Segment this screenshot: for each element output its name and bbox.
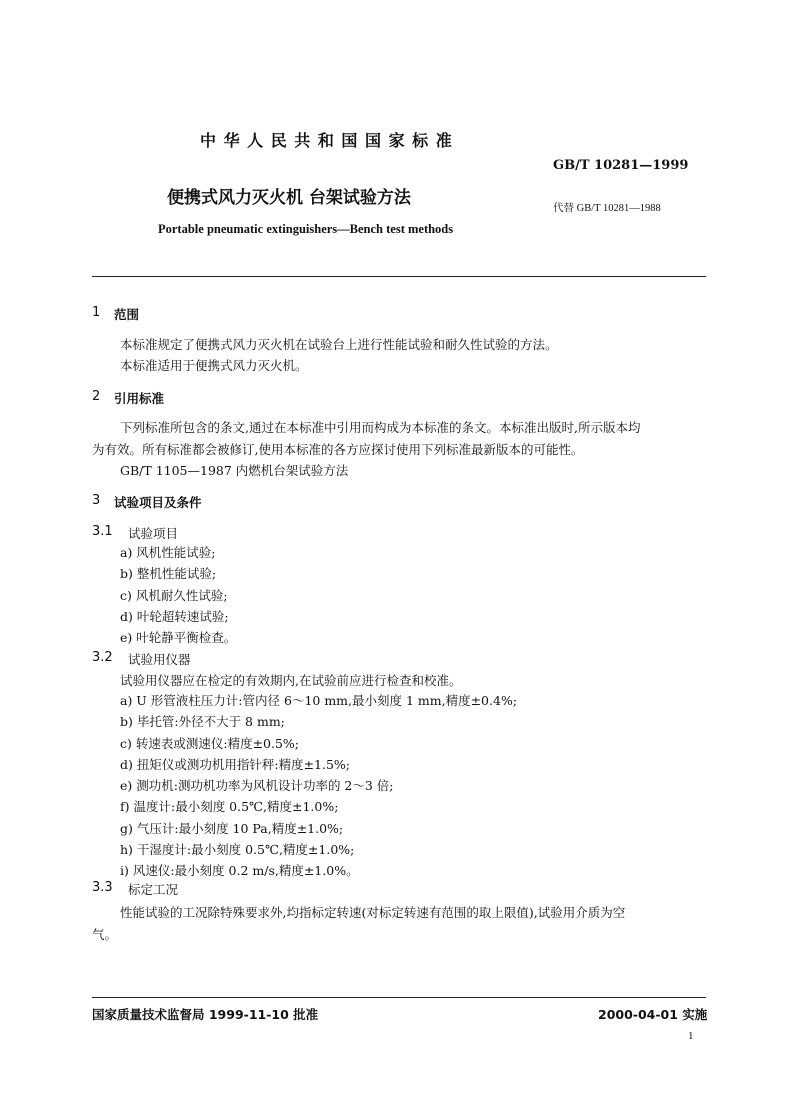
list-item: a) U 形管液柱压力计:管内径 6～10 mm,最小刻度 1 mm,精度±0.4%; — [120, 693, 518, 708]
section-heading: 引用标准 — [114, 391, 165, 406]
paragraph: 性能试验的工况除特殊要求外,均指标定转速(对标定转速有范围的取上限值),试验用介质为空 — [120, 905, 626, 920]
document-title: 便携式风力灭火机 台架试验方法 — [167, 188, 411, 208]
section-number: 2 — [92, 389, 101, 404]
list-item: h) 干湿度计:最小刻度 0.5℃,精度±1.0%; — [120, 842, 355, 858]
paragraph: 本标准适用于便携式风力灭火机。 — [120, 358, 308, 373]
list-item: c) 风机耐久性试验; — [120, 587, 228, 603]
implementation-date: 2000-04-01 实施 — [598, 1007, 708, 1022]
subsection-number: 3.2 — [92, 650, 113, 665]
list-item: i) 风速仪:最小刻度 0.2 m/s,精度±1.0%。 — [120, 863, 359, 879]
list-item: a) 风机性能试验; — [120, 545, 216, 560]
list-item: b) 毕托管:外径不大于 8 mm; — [120, 714, 285, 730]
english-title: Portable pneumatic extinguishers—Bench test methods — [158, 222, 454, 236]
section-number: 1 — [92, 305, 101, 320]
test-items-list — [120, 542, 236, 648]
country-standard-title: 中 华 人 民 共 和 国 国 家 标 准 — [200, 131, 453, 150]
list-item: e) 叶轮静平衡检查。 — [120, 630, 237, 646]
subsection-heading: 试验用仪器 — [128, 652, 191, 667]
subsection-number: 3.3 — [92, 880, 113, 895]
replaces-standard: 代替 GB/T 10281—1988 — [553, 203, 661, 214]
section-heading: 范围 — [114, 307, 140, 322]
page-number: 1 — [688, 1030, 694, 1042]
list-item: f) 温度计:最小刻度 0.5℃,精度±1.0%; — [120, 799, 339, 815]
subsection-heading: 试验项目 — [128, 526, 179, 541]
list-item: d) 扭矩仪或测功机用指针秤:精度±1.5%; — [120, 756, 351, 772]
header-divider — [92, 276, 706, 277]
list-item: b) 整机性能试验; — [120, 566, 217, 582]
paragraph: 本标准规定了便携式风力灭火机在试验台上进行性能试验和耐久性试验的方法。 — [120, 337, 558, 352]
footer-divider — [92, 997, 706, 998]
standard-number: GB/T 10281—1999 — [553, 158, 689, 173]
list-item: g) 气压计:最小刻度 10 Pa,精度±1.0%; — [120, 820, 344, 836]
subsection-number: 3.1 — [92, 524, 113, 539]
section-heading: 试验项目及条件 — [114, 495, 202, 510]
approval-line: 国家质量技术监督局 1999-11-10 批准 — [92, 1007, 319, 1022]
list-item: c) 转速表或测速仪:精度±0.5%; — [120, 735, 300, 751]
paragraph: 气。 — [92, 927, 118, 942]
paragraph: 下列标准所包含的条文,通过在本标准中引用而构成为本标准的条文。本标准出版时,所示版本均 — [120, 420, 641, 435]
paragraph: 试验用仪器应在检定的有效期内,在试验前应进行检查和校准。 — [120, 673, 462, 688]
list-item: d) 叶轮超转速试验; — [120, 608, 229, 624]
subsection-heading: 标定工况 — [128, 882, 179, 897]
section-number: 3 — [92, 493, 101, 508]
reference-standard: GB/T 1105—1987 内燃机台架试验方法 — [120, 463, 349, 478]
paragraph: 为有效。所有标准都会被修订,使用本标准的各方应探讨使用下列标准最新版本的可能性。 — [92, 442, 584, 457]
instrument-list — [120, 690, 517, 882]
list-item: e) 测功机:测功机功率为风机设计功率的 2～3 倍; — [120, 778, 394, 794]
